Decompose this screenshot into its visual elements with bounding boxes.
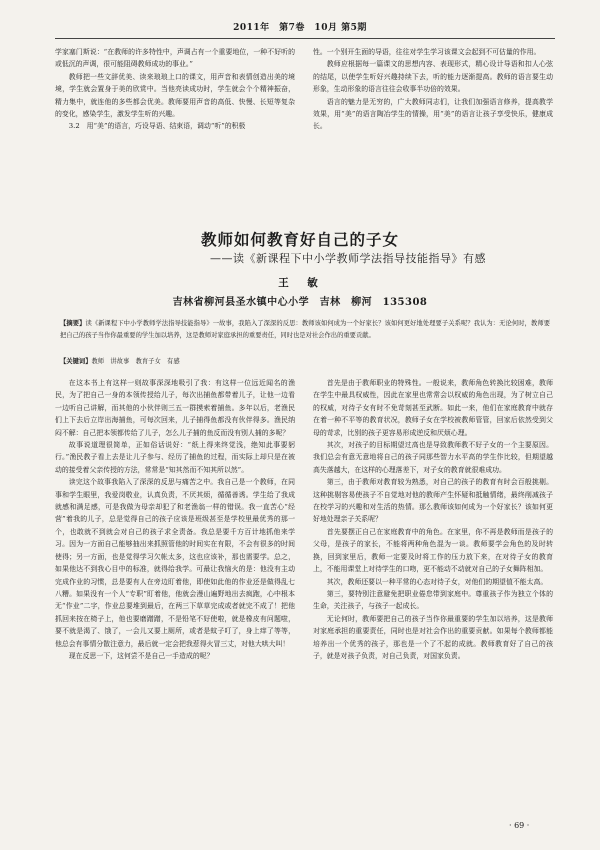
body-right-column <box>313 377 553 662</box>
paragraph: 其次，对孩子的目标期望过高也是导致教师教不好子女的一个主要原因。我们总会有意无意地将自己的孩子同那些智力水平高的学生作比较，但期望越高失落越大，在这样的心理落差下，对子女的教育就很难成功。 <box>313 441 553 474</box>
paragraph: 教师应根据每一篇课文的思想内容、表现形式，精心设计导语和扣人心弦的结尾，以使学生听好兴趣持续下去，听的能力逐渐提高。教师的语言要生动形象，生动形象的语言往往会收事半功倍的效果。 <box>313 60 553 94</box>
article-title: 教师如何教育好自己的子女 <box>200 230 399 249</box>
paragraph: 学家塞门斯说：“在教师的许多特性中，声调占有一个重要地位，一种不好听的或低沉的声调，很可能阻碍教师成功的事业。” <box>55 48 295 69</box>
abstract <box>60 318 550 341</box>
paragraph: 故事说道理很简单，正如俗话说好：“纸上得来终觉浅，绝知此事要躬行。”渔民教子看上去是让儿子参与、经历了捕鱼的过程，而实际上却只是在被动的接受着父亲传授的方法，常常是“知其然而不知其所以然”。 <box>55 441 295 474</box>
keywords-label: 【关键词】 <box>60 358 92 365</box>
abstract-label: 【摘要】 <box>60 320 86 327</box>
paragraph: 第三，要特别注意避免把职业倦怠带到家庭中。尊重孩子作为独立个体的生命，关注孩子，与孩子一起成长。 <box>313 589 553 611</box>
paragraph: 教师把一些文辞优美、读来琅琅上口的课文，用声音和表情创造出美的境境，学生就会置身于美的欣赏中。当他亮读成功时，学生就会个个精神振奋，精力集中，就连他的多些都会优美。教师要用声音的高低、快慢、长短等复杂的变化，感染学生，激发学生听的兴趣。 <box>55 72 295 119</box>
abstract-text: 读《新课程下中小学教师学法指导技能指导》一故事，我陷入了深深的反思：教师该如何成为一个好家长？该如何更好地处理要子关系呢？我认为：无论何时，教师要把自己的孩子当作你最重要的学生加以培养，这是教师对家庭承担的重要责任，同时也是对社会作出的重要贡献。 <box>60 320 551 339</box>
paragraph: 3.2 用“美”的语言，巧设导语、结束语，调动“听”的积极 <box>68 122 246 131</box>
paragraph: 性。一个别开生面的导语，往往对学生学习该课文会起到不可估量的作用。 <box>313 48 541 56</box>
header-rule <box>55 38 555 39</box>
author-affiliation: 吉林省柳河县圣水镇中心小学 吉林 柳河 135308 <box>172 297 428 308</box>
paragraph: 无论何时，教师要把自己的孩子当作你最重要的学生加以培养，这是教师对家庭承担的重要责任，同时也是对社会作出的重要贡献。如果每个教师都能培养出一个优秀的孩子，那也是一个了不起的成就。教师教育好了自己的孩子，就是对孩子负责，对自己负责，对国家负责。 <box>313 614 553 660</box>
keywords-text: 教师 讲故事 教育子女 有感 <box>91 358 180 365</box>
body-left-column <box>55 377 295 662</box>
running-header: 2011年 第7卷 10月 第5期 <box>233 23 367 33</box>
keywords <box>60 356 550 365</box>
paragraph: 在这本书上有这样一则故事深深地吸引了我：有这样一位远近闻名的渔民，为了把自己一身的本领传授给儿子，每次出捕鱼都带着儿子，让他一边看一边听自己讲解，而其他的小伙伴则三五一群摸索着捕鱼。多年以后，老渔民们上下去后立岸出海捕鱼，可每次回来，儿子捕得鱼都没有伙伴得多。渔民纳闷不解：自己把本领都传给了儿子，怎么儿子捕的鱼反而没有别人捕的多呢？ <box>55 379 295 437</box>
article-subtitle: ——读《新课程下中小学教师学法指导技能指导》有感 <box>210 252 486 265</box>
top-right-column <box>313 46 553 133</box>
author-name: 王 敏 <box>278 277 322 289</box>
paragraph: 首先是由于教师职业的特殊性。一般说来，教师角色转换比较困难，教师在学生中最具权威性，因此在家里也常常会以权威的角色出现，为了树立自己的权威，对待子女有时不免苛刻甚至武断。如此一来，他们在家庭教育中就存在着一种不平等的教育状况，教师子女在学校被教师管管，回家后依然受到父母的苛求，比别的孩子更容易形成逆反和厌烦心理。 <box>313 379 553 437</box>
top-left-column <box>55 46 295 133</box>
paragraph: 首先要摆正自己在家庭教育中的角色。在家里，你不再是教师而是孩子的父母，是孩子的家长，不能将两种角色混为一谈。教师要学会角色的及时转换，回到家里后，教师一定要及时将工作的压力放下来，在对待子女的教育上，不能用课堂上对待学生的口吻，更不能动不动就对自己的子女舞阵相加。 <box>313 527 553 574</box>
paragraph: 其次，教师还要以一种平常的心态对待子女，对他们的期望值不能太高。 <box>326 577 548 586</box>
paragraph: 现在反思一下，这何尝不是自己一手造成的呢？ <box>68 651 214 660</box>
page-number: · 69 · <box>509 821 530 830</box>
paragraph: 语言的魅力是无穷的，广大教师同志们，让我们加强语言修养，提高教学效果，用“美”的语言陶冶学生的情操，用“美”的语言让孩子享受快乐，健康成长。 <box>313 97 553 131</box>
paragraph: 第三，由于教师对教育较为熟悉，对自己的孩子的教育有时会百般挑剔。这种挑剔容易使孩子不自觉地对他的教师产生怀疑和抵触情绪，最终削减孩子在校学习的兴趣和对生活的热情。那么教师该如何成为一个好家长？该如何更好地处理亲子关系呢？ <box>313 478 553 524</box>
paragraph: 读完这个故事我陷入了深深的反思与痛苦之中。我自己是一个教师，在同事和学生眼里，我爱岗敬业，认真负责，不厌其烦，循循善诱。学生给了我成就感和满足感，可是我做为母亲却犯了和老渔翁一样的错误。我一直苦心“经营”着我的儿子，总是觉得自己的孩子应该是班级甚至是学校里最优秀的那一个，也敢就不到就会对自己的孩子求全责备。我总是要千方百计地抓他来学习。因为一方面自己能够抽出来抓照管他的时间实在有限，不会有很多的时间使得；另一方面，也是觉得学习欠帐太多，这也应该补，那也需要学。总之，如果他达不到我心目中的标准，就得给我学。可最让我恼火的是：他没有主动完成作业的习惯，总是要有人在旁边盯着他，即使如此他的作业还是做得乱七八糟。如果没有一个人“专职”盯着他，他就会漫山遍野地出去疯跑，心中根本无“作业”二字，作业总要堆到最后，在两三下草草完成或者就完不成了！把他抓回来按在椅子上，他也要磨蹭蹭，不是铅笔不好使啦，就是橡皮有问题啦，要不就是渴了、饿了，一会儿又要上厕所，或者是蚊子叮了，身上痒了等等，他总会有事情分散注意力，最后就一定会把我惹得火冒三丈，对他大哄大叫！ <box>55 478 295 648</box>
